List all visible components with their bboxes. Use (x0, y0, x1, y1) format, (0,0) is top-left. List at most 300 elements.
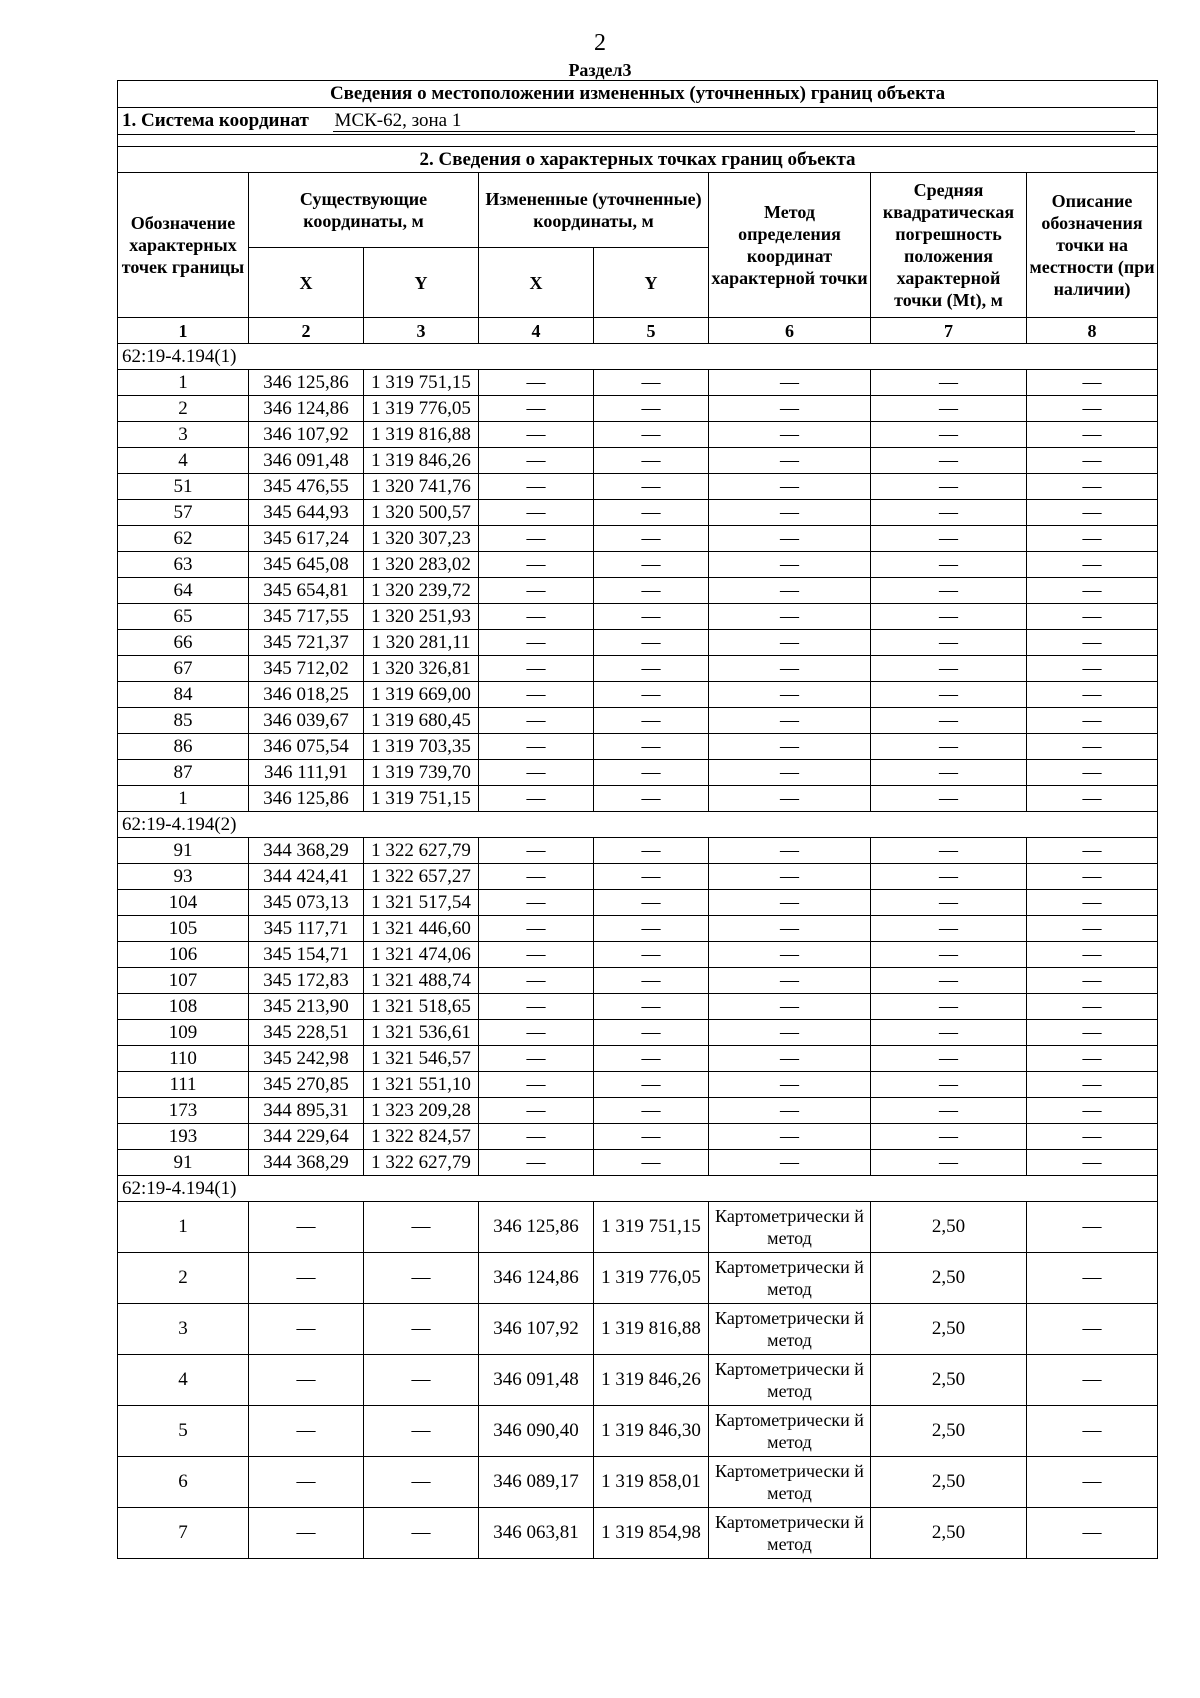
table-row (118, 526, 1158, 552)
empty-dash: — (1027, 890, 1158, 916)
point-number: 1 (118, 370, 249, 396)
empty-dash: — (709, 448, 871, 474)
header-row-1 (118, 173, 1158, 248)
changed-y: 1 319 854,98 (594, 1508, 709, 1559)
empty-dash: — (364, 1457, 479, 1508)
point-number: 63 (118, 552, 249, 578)
point-number: 2 (118, 396, 249, 422)
table-row (118, 916, 1158, 942)
empty-dash: — (871, 890, 1027, 916)
existing-x: 345 117,71 (249, 916, 364, 942)
empty-dash: — (871, 994, 1027, 1020)
existing-x: 346 039,67 (249, 708, 364, 734)
header-changed-x: X (479, 248, 594, 318)
existing-x: 345 213,90 (249, 994, 364, 1020)
table-title: Сведения о местоположении измененных (уточненных) границ объекта (118, 81, 1158, 108)
table-row (118, 1253, 1158, 1304)
empty-dash: — (594, 656, 709, 682)
empty-dash: — (594, 994, 709, 1020)
empty-dash: — (1027, 526, 1158, 552)
empty-dash: — (479, 708, 594, 734)
empty-dash: — (871, 1072, 1027, 1098)
empty-dash: — (479, 552, 594, 578)
existing-x: 345 172,83 (249, 968, 364, 994)
empty-dash: — (479, 500, 594, 526)
empty-dash: — (1027, 1046, 1158, 1072)
empty-dash: — (479, 994, 594, 1020)
changed-y: 1 319 846,26 (594, 1355, 709, 1406)
point-number: 1 (118, 1202, 249, 1253)
boundary-points-table (117, 80, 1158, 1559)
column-number: 6 (709, 318, 871, 344)
empty-dash: — (1027, 396, 1158, 422)
empty-dash: — (709, 682, 871, 708)
empty-dash: — (249, 1406, 364, 1457)
empty-dash: — (479, 734, 594, 760)
empty-dash: — (871, 552, 1027, 578)
empty-dash: — (709, 396, 871, 422)
existing-y: 1 319 776,05 (364, 396, 479, 422)
error-value: 2,50 (871, 1304, 1027, 1355)
existing-x: 346 125,86 (249, 786, 364, 812)
table-row (118, 968, 1158, 994)
method: Картометрически й метод (709, 1406, 871, 1457)
empty-dash: — (709, 734, 871, 760)
empty-dash: — (1027, 1508, 1158, 1559)
group-header-row (118, 1176, 1158, 1202)
empty-dash: — (594, 630, 709, 656)
header-existing-x: X (249, 248, 364, 318)
changed-y: 1 319 846,30 (594, 1406, 709, 1457)
table-row (118, 1046, 1158, 1072)
method: Картометрически й метод (709, 1508, 871, 1559)
empty-dash: — (709, 968, 871, 994)
empty-dash: — (479, 864, 594, 890)
coord-system-label: 1. Система координат (122, 109, 309, 131)
column-number: 2 (249, 318, 364, 344)
existing-y: 1 321 474,06 (364, 942, 479, 968)
empty-dash: — (1027, 708, 1158, 734)
empty-dash: — (871, 708, 1027, 734)
table-title-row (118, 81, 1158, 108)
empty-dash: — (479, 578, 594, 604)
empty-dash: — (1027, 474, 1158, 500)
table-row (118, 552, 1158, 578)
existing-y: 1 319 751,15 (364, 370, 479, 396)
point-number: 91 (118, 838, 249, 864)
existing-x: 345 654,81 (249, 578, 364, 604)
table-row (118, 890, 1158, 916)
column-numbers-row (118, 318, 1158, 344)
empty-dash: — (709, 994, 871, 1020)
method: Картометрически й метод (709, 1253, 871, 1304)
existing-y: 1 321 488,74 (364, 968, 479, 994)
empty-dash: — (364, 1304, 479, 1355)
empty-dash: — (871, 734, 1027, 760)
empty-dash: — (1027, 682, 1158, 708)
empty-dash: — (709, 526, 871, 552)
table-row (118, 656, 1158, 682)
point-number: 107 (118, 968, 249, 994)
empty-dash: — (871, 630, 1027, 656)
empty-dash: — (594, 396, 709, 422)
empty-dash: — (709, 1098, 871, 1124)
empty-dash: — (871, 370, 1027, 396)
error-value: 2,50 (871, 1253, 1027, 1304)
existing-x: 345 073,13 (249, 890, 364, 916)
existing-x: 346 091,48 (249, 448, 364, 474)
point-number: 173 (118, 1098, 249, 1124)
empty-dash: — (479, 526, 594, 552)
empty-dash: — (1027, 1202, 1158, 1253)
existing-y: 1 321 446,60 (364, 916, 479, 942)
changed-x: 346 125,86 (479, 1202, 594, 1253)
empty-dash: — (594, 1098, 709, 1124)
empty-dash: — (594, 838, 709, 864)
empty-dash: — (594, 1046, 709, 1072)
empty-dash: — (479, 1072, 594, 1098)
column-number: 4 (479, 318, 594, 344)
empty-dash: — (871, 526, 1027, 552)
empty-dash: — (479, 838, 594, 864)
empty-dash: — (871, 1150, 1027, 1176)
changed-y: 1 319 816,88 (594, 1304, 709, 1355)
empty-dash: — (1027, 578, 1158, 604)
empty-dash: — (594, 474, 709, 500)
point-number: 3 (118, 422, 249, 448)
header-existing-y: Y (364, 248, 479, 318)
changed-y: 1 319 858,01 (594, 1457, 709, 1508)
empty-dash: — (871, 604, 1027, 630)
changed-x: 346 090,40 (479, 1406, 594, 1457)
empty-dash: — (871, 578, 1027, 604)
empty-dash: — (1027, 864, 1158, 890)
empty-dash: — (871, 838, 1027, 864)
table-row (118, 760, 1158, 786)
table-row (118, 630, 1158, 656)
empty-dash: — (709, 604, 871, 630)
point-number: 193 (118, 1124, 249, 1150)
empty-dash: — (1027, 656, 1158, 682)
empty-dash: — (1027, 838, 1158, 864)
table-row (118, 422, 1158, 448)
empty-dash: — (479, 370, 594, 396)
page-number: 2 (594, 30, 606, 56)
point-number: 5 (118, 1406, 249, 1457)
table-row (118, 1457, 1158, 1508)
empty-dash: — (1027, 422, 1158, 448)
empty-dash: — (594, 734, 709, 760)
point-number: 7 (118, 1508, 249, 1559)
empty-dash: — (1027, 1457, 1158, 1508)
table-row (118, 1072, 1158, 1098)
empty-dash: — (479, 396, 594, 422)
empty-dash: — (249, 1304, 364, 1355)
point-number: 2 (118, 1253, 249, 1304)
empty-dash: — (1027, 1072, 1158, 1098)
empty-dash: — (594, 916, 709, 942)
changed-x: 346 091,48 (479, 1355, 594, 1406)
existing-x: 344 368,29 (249, 838, 364, 864)
empty-dash: — (1027, 1124, 1158, 1150)
existing-y: 1 320 741,76 (364, 474, 479, 500)
empty-dash: — (1027, 1020, 1158, 1046)
table-row (118, 942, 1158, 968)
existing-y: 1 323 209,28 (364, 1098, 479, 1124)
empty-dash: — (594, 1072, 709, 1098)
existing-y: 1 320 326,81 (364, 656, 479, 682)
empty-dash: — (364, 1406, 479, 1457)
point-number: 91 (118, 1150, 249, 1176)
coord-system-value: МСК-62, зона 1 (333, 111, 1135, 132)
empty-dash: — (594, 526, 709, 552)
empty-dash: — (1027, 760, 1158, 786)
empty-dash: — (249, 1355, 364, 1406)
table-row (118, 1304, 1158, 1355)
empty-dash: — (709, 864, 871, 890)
empty-dash: — (479, 916, 594, 942)
empty-dash: — (594, 422, 709, 448)
method: Картометрически й метод (709, 1202, 871, 1253)
empty-dash: — (479, 968, 594, 994)
point-number: 65 (118, 604, 249, 630)
existing-y: 1 322 627,79 (364, 838, 479, 864)
table-row (118, 578, 1158, 604)
empty-dash: — (479, 604, 594, 630)
existing-x: 345 270,85 (249, 1072, 364, 1098)
existing-x: 345 721,37 (249, 630, 364, 656)
empty-dash: — (871, 916, 1027, 942)
column-number: 3 (364, 318, 479, 344)
empty-dash: — (871, 474, 1027, 500)
empty-dash: — (709, 474, 871, 500)
empty-dash: — (871, 760, 1027, 786)
table-row (118, 1020, 1158, 1046)
existing-y: 1 319 739,70 (364, 760, 479, 786)
empty-dash: — (479, 630, 594, 656)
empty-dash: — (709, 1046, 871, 1072)
empty-dash: — (594, 942, 709, 968)
table-row (118, 474, 1158, 500)
empty-dash: — (479, 890, 594, 916)
existing-y: 1 319 816,88 (364, 422, 479, 448)
point-number: 105 (118, 916, 249, 942)
empty-dash: — (1027, 968, 1158, 994)
empty-dash: — (594, 786, 709, 812)
group-name: 62:19-4.194(2) (118, 812, 1158, 838)
table-row (118, 370, 1158, 396)
empty-dash: — (709, 656, 871, 682)
changed-x: 346 063,81 (479, 1508, 594, 1559)
existing-y: 1 322 627,79 (364, 1150, 479, 1176)
existing-y: 1 321 551,10 (364, 1072, 479, 1098)
header-changed-y: Y (594, 248, 709, 318)
point-number: 66 (118, 630, 249, 656)
empty-dash: — (364, 1355, 479, 1406)
table-row (118, 448, 1158, 474)
empty-dash: — (364, 1508, 479, 1559)
empty-dash: — (594, 708, 709, 734)
table-row (118, 734, 1158, 760)
table-row (118, 708, 1158, 734)
section-title: Раздел3 (568, 60, 632, 80)
empty-dash: — (364, 1253, 479, 1304)
existing-x: 344 368,29 (249, 1150, 364, 1176)
existing-y: 1 320 251,93 (364, 604, 479, 630)
empty-dash: — (871, 1124, 1027, 1150)
empty-dash: — (594, 760, 709, 786)
table-row (118, 604, 1158, 630)
empty-dash: — (594, 578, 709, 604)
empty-dash: — (871, 396, 1027, 422)
existing-x: 345 476,55 (249, 474, 364, 500)
empty-dash: — (871, 942, 1027, 968)
empty-dash: — (871, 500, 1027, 526)
empty-dash: — (709, 760, 871, 786)
empty-dash: — (479, 1046, 594, 1072)
empty-dash: — (709, 916, 871, 942)
empty-dash: — (1027, 1355, 1158, 1406)
point-number: 57 (118, 500, 249, 526)
empty-dash: — (709, 552, 871, 578)
empty-dash: — (249, 1508, 364, 1559)
existing-x: 346 111,91 (249, 760, 364, 786)
empty-dash: — (709, 1020, 871, 1046)
point-number: 84 (118, 682, 249, 708)
table-row (118, 500, 1158, 526)
empty-dash: — (594, 552, 709, 578)
empty-dash: — (1027, 604, 1158, 630)
table-row (118, 1124, 1158, 1150)
empty-dash: — (594, 1150, 709, 1176)
existing-x: 345 645,08 (249, 552, 364, 578)
point-number: 3 (118, 1304, 249, 1355)
empty-dash: — (1027, 942, 1158, 968)
error-value: 2,50 (871, 1457, 1027, 1508)
empty-dash: — (709, 1150, 871, 1176)
empty-dash: — (709, 838, 871, 864)
empty-dash: — (709, 578, 871, 604)
table-row (118, 1098, 1158, 1124)
error-value: 2,50 (871, 1508, 1027, 1559)
point-number: 111 (118, 1072, 249, 1098)
empty-dash: — (871, 682, 1027, 708)
point-number: 86 (118, 734, 249, 760)
group-header-row (118, 344, 1158, 370)
empty-dash: — (1027, 1406, 1158, 1457)
table-row (118, 1202, 1158, 1253)
changed-x: 346 107,92 (479, 1304, 594, 1355)
existing-y: 1 322 657,27 (364, 864, 479, 890)
existing-y: 1 320 239,72 (364, 578, 479, 604)
empty-dash: — (709, 630, 871, 656)
existing-y: 1 322 824,57 (364, 1124, 479, 1150)
point-number: 4 (118, 1355, 249, 1406)
empty-dash: — (1027, 994, 1158, 1020)
empty-dash: — (479, 1124, 594, 1150)
empty-dash: — (594, 1124, 709, 1150)
empty-dash: — (364, 1202, 479, 1253)
empty-dash: — (1027, 1150, 1158, 1176)
point-number: 51 (118, 474, 249, 500)
spacer-row (118, 135, 1158, 147)
empty-dash: — (594, 968, 709, 994)
empty-dash: — (249, 1202, 364, 1253)
header-method: Метод определения координат характерной точки (709, 173, 871, 318)
header-existing: Существующие координаты, м (249, 173, 479, 248)
table-row (118, 1150, 1158, 1176)
existing-x: 346 124,86 (249, 396, 364, 422)
table-row (118, 1508, 1158, 1559)
empty-dash: — (709, 786, 871, 812)
point-number: 110 (118, 1046, 249, 1072)
empty-dash: — (871, 1046, 1027, 1072)
existing-y: 1 321 546,57 (364, 1046, 479, 1072)
empty-dash: — (871, 422, 1027, 448)
existing-x: 344 229,64 (249, 1124, 364, 1150)
existing-y: 1 320 281,11 (364, 630, 479, 656)
existing-y: 1 320 500,57 (364, 500, 479, 526)
group-header-row (118, 812, 1158, 838)
empty-dash: — (1027, 734, 1158, 760)
empty-dash: — (709, 708, 871, 734)
table-row (118, 786, 1158, 812)
empty-dash: — (249, 1253, 364, 1304)
empty-dash: — (1027, 552, 1158, 578)
empty-dash: — (709, 890, 871, 916)
empty-dash: — (709, 1124, 871, 1150)
table-row (118, 838, 1158, 864)
existing-x: 344 895,31 (249, 1098, 364, 1124)
empty-dash: — (479, 474, 594, 500)
empty-dash: — (1027, 630, 1158, 656)
point-number: 109 (118, 1020, 249, 1046)
table-row (118, 994, 1158, 1020)
header-designation: Обозначение характерных точек границы (118, 173, 249, 318)
empty-dash: — (479, 422, 594, 448)
empty-dash: — (871, 448, 1027, 474)
empty-dash: — (594, 890, 709, 916)
empty-dash: — (709, 422, 871, 448)
empty-dash: — (1027, 448, 1158, 474)
existing-y: 1 319 846,26 (364, 448, 479, 474)
existing-x: 344 424,41 (249, 864, 364, 890)
point-number: 1 (118, 786, 249, 812)
empty-dash: — (479, 448, 594, 474)
existing-x: 345 712,02 (249, 656, 364, 682)
empty-dash: — (709, 1072, 871, 1098)
point-number: 62 (118, 526, 249, 552)
empty-dash: — (479, 1098, 594, 1124)
column-number: 1 (118, 318, 249, 344)
changed-x: 346 089,17 (479, 1457, 594, 1508)
existing-y: 1 321 536,61 (364, 1020, 479, 1046)
empty-dash: — (594, 448, 709, 474)
empty-dash: — (479, 786, 594, 812)
existing-x: 346 107,92 (249, 422, 364, 448)
table-row (118, 1406, 1158, 1457)
empty-dash: — (871, 656, 1027, 682)
point-number: 6 (118, 1457, 249, 1508)
existing-x: 346 075,54 (249, 734, 364, 760)
column-number: 5 (594, 318, 709, 344)
point-number: 64 (118, 578, 249, 604)
header-error: Средняя квадратическая погрешность положения характерной точки (Mt), м (871, 173, 1027, 318)
changed-y: 1 319 751,15 (594, 1202, 709, 1253)
column-number: 7 (871, 318, 1027, 344)
existing-y: 1 320 307,23 (364, 526, 479, 552)
point-number: 4 (118, 448, 249, 474)
